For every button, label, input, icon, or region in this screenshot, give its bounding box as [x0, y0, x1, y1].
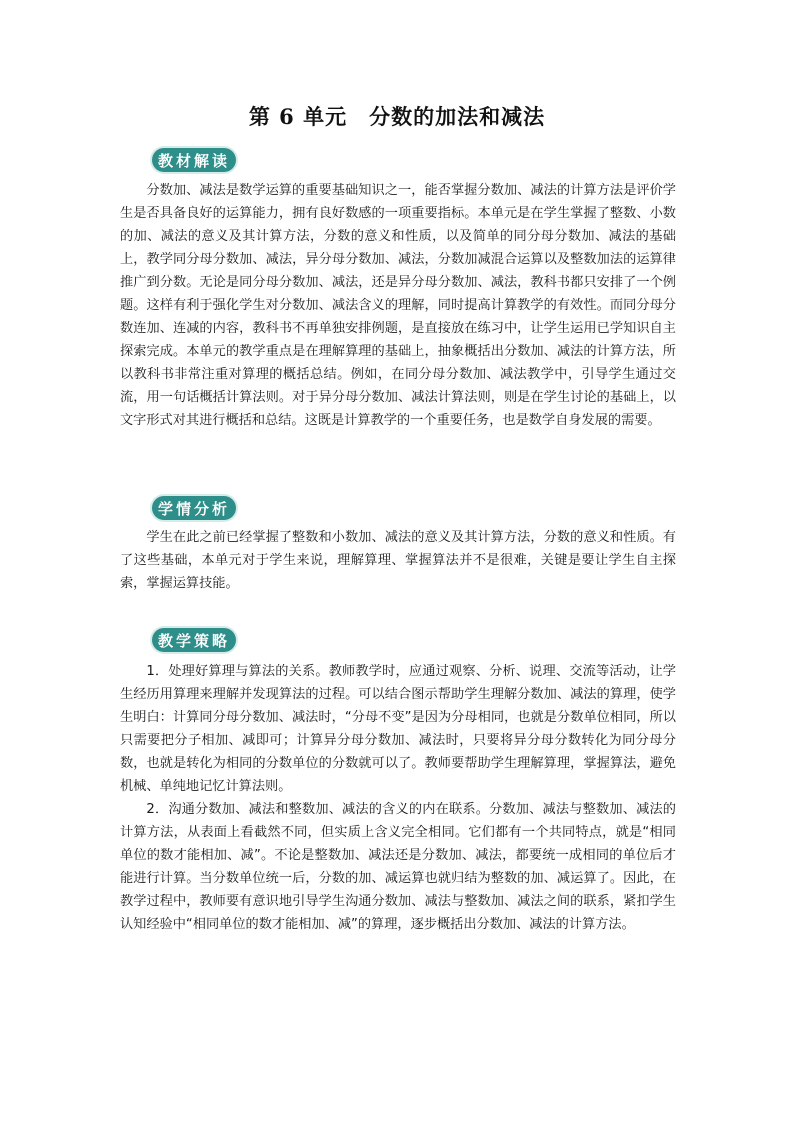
section-badge-strategy [152, 628, 236, 652]
strategy-paragraph-1: 1．处理好算理与算法的关系。教师教学时，应通过观察、分析、说理、交流等活动，让学生经历用算理来理解并发现算法的过程。可以结合图示帮助学生理解分数加、减法的算理，使学生明白：计算同分母分数加、减法时，“分母不变”是因为分母相同，也就是分数单位相同，所以只需要把分子相加、减即可；计算异分母分数加、减法时，只要将异分母分数转化为同分母分数，也就是转化为相同的分数单位的分数就可以了。教师要帮助学生理解算理，掌握算法，避免机械、单纯地记忆计算法则。 [120, 664, 676, 794]
section-heading: 学情分析 [158, 499, 231, 518]
section-badge-interpretation [152, 148, 236, 172]
section-badge-analysis [152, 496, 236, 520]
section-heading: 教学策略 [158, 631, 231, 650]
strategy-paragraph-2: 2．沟通分数加、减法和整数加、减法的含义的内在联系。分数加、减法与整数加、减法的计算方法，从表面上看截然不同，但实质上含义完全相同。它们都有一个共同特点，就是“相同单位的数才能相加、减”。不论是整数加、减法还是分数加、减法，都要统一成相同的单位后才能进行计算。当分数单位统一后，分数的加、减运算也就归结为整数的加、减运算了。因此，在教学过程中，教师要有意识地引导学生沟通分数加、减法与整数加、减法之间的联系，紧扣学生认知经验中“相同单位的数才能相加、减”的算理，逐步概括出分数加、减法的计算方法。 [120, 802, 676, 932]
section-heading: 教材解读 [158, 151, 231, 170]
page-title: 第 6 单元 分数的加法和减法 [248, 104, 546, 129]
interpretation-paragraph: 分数加、减法是数学运算的重要基础知识之一，能否掌握分数加、减法的计算方法是评价学生是否具备良好的运算能力，拥有良好数感的一项重要指标。本单元是在学生掌握了整数、小数的加、减法的意义及其计算方法，分数的意义和性质，以及简单的同分母分数加、减法的基础上，教学同分母分数加、减法，异分母分数加、减法，分数加减混合运算以及整数加法的运算律推广到分数。无论是同分母分数加、减法，还是异分母分数加、减法，教科书都只安排了一个例题。这样有利于强化学生对分数加、减法含义的理解，同时提高计算教学的有效性。而同分母分数连加、连减的内容，教科书不再单独安排例题，是直接放在练习中，让学生运用已学知识自主探索完成。本单元的教学重点是在理解算理的基础上，抽象概括出分数加、减法的计算方法，所以教科书非常注重对算理的概括总结。例如，在同分母分数加、减法教学中，引导学生通过交流，用一句话概括计算法则。对于异分母分数加、减法计算法则，则是在学生讨论的基础上，以文字形式对其进行概括和总结。这既是计算教学的一个重要任务，也是数学自身发展的需要。 [120, 183, 676, 428]
analysis-paragraph: 学生在此之前已经掌握了整数和小数加、减法的意义及其计算方法，分数的意义和性质。有了这些基础，本单元对于学生来说，理解算理、掌握算法并不是很难，关键是要让学生自主探索，掌握运算技能。 [120, 530, 676, 591]
